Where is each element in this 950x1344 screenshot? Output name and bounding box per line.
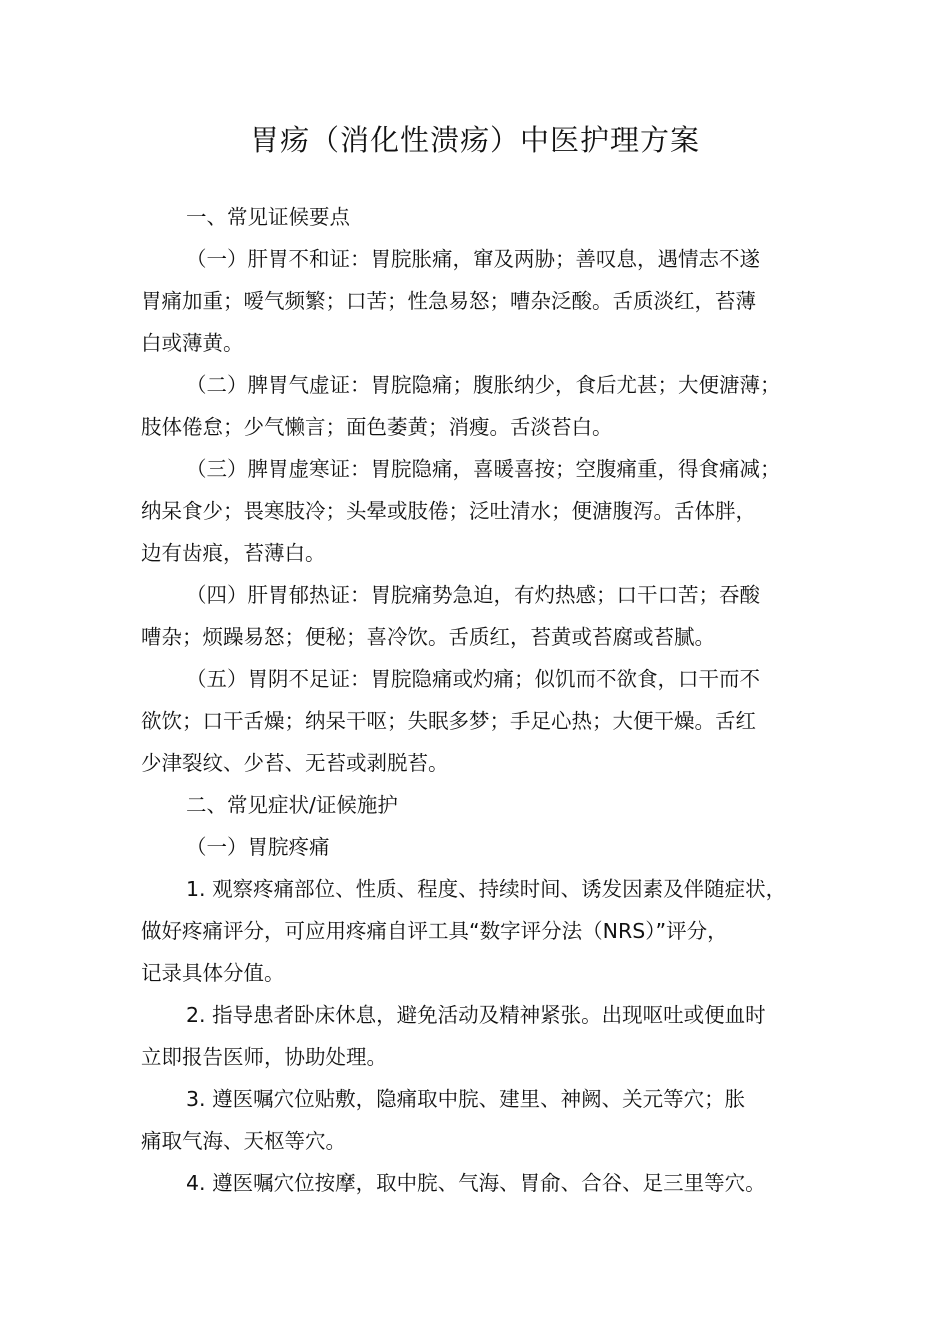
- text-line: 边有齿痕，苔薄白。: [141, 541, 326, 565]
- text-line: （二）脾胃气虚证：胃脘隐痛；腹胀纳少，食后尤甚；大便溏薄；: [186, 373, 781, 397]
- text-line: 少津裂纹、少苔、无苔或剥脱苔。: [141, 751, 449, 775]
- text-line: 二、常见症状/证候施护: [186, 793, 398, 817]
- text-line: 做好疼痛评分，可应用疼痛自评工具“数字评分法（NRS）”评分，: [141, 919, 728, 943]
- text-line: 欲饮；口干舌燥；纳呆干呕；失眠多梦；手足心热；大便干燥。舌红: [141, 709, 756, 733]
- text-line: 一、常见证候要点: [186, 205, 350, 229]
- document-title: 胃疡（消化性溃疡）中医护理方案: [249, 123, 700, 157]
- text-line: 胃痛加重；嗳气频繁；口苦；性急易怒；嘈杂泛酸。舌质淡红，苔薄: [141, 289, 756, 313]
- text-line: 纳呆食少；畏寒肢冷；头晕或肢倦；泛吐清水；便溏腹泻。舌体胖，: [141, 499, 756, 523]
- text-line: 记录具体分值。: [141, 961, 285, 985]
- text-line: （一）胃脘疼痛: [186, 835, 330, 859]
- text-line: 肢体倦怠；少气懒言；面色萎黄；消瘦。舌淡苔白。: [141, 415, 613, 439]
- text-line: （五）胃阴不足证：胃脘隐痛或灼痛；似饥而不欲食，口干而不: [186, 667, 760, 691]
- text-line: 1. 观察疼痛部位、性质、程度、持续时间、诱发因素及伴随症状，: [186, 877, 787, 901]
- text-line: 立即报告医师，协助处理。: [141, 1045, 387, 1069]
- text-line: 嘈杂；烦躁易怒；便秘；喜冷饮。舌质红，苔黄或苔腐或苔腻。: [141, 625, 715, 649]
- text-line: （一）肝胃不和证：胃脘胀痛，窜及两胁；善叹息，遇情志不遂: [186, 247, 760, 271]
- document-body: [141, 196, 836, 1204]
- text-line: 痛取气海、天枢等穴。: [141, 1129, 346, 1153]
- text-line: （三）脾胃虚寒证：胃脘隐痛，喜暖喜按；空腹痛重，得食痛减；: [186, 457, 781, 481]
- text-line: （四）肝胃郁热证：胃脘痛势急迫，有灼热感；口干口苦；吞酸: [186, 583, 760, 607]
- text-line: 4. 遵医嘱穴位按摩，取中脘、气海、胃俞、合谷、足三里等穴。: [186, 1171, 766, 1195]
- text-line: 3. 遵医嘱穴位贴敷，隐痛取中脘、建里、神阙、关元等穴；胀: [186, 1087, 746, 1111]
- text-line: 2. 指导患者卧床休息，避免活动及精神紧张。出现呕吐或便血时: [186, 1003, 766, 1027]
- text-line: 白或薄黄。: [141, 331, 244, 355]
